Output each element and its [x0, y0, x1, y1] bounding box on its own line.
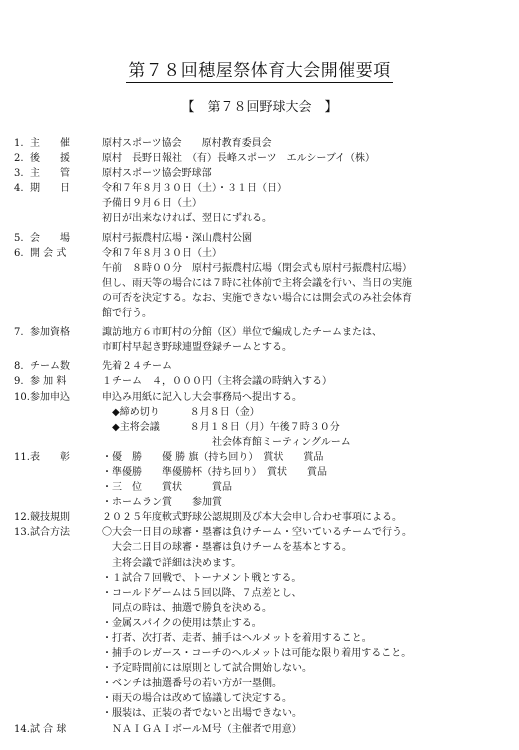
list-item: [14, 325, 514, 355]
item-line: ・金属スパイクの使用は禁止する。: [102, 617, 262, 629]
item-line: 予備日９月６日（土）: [102, 198, 202, 210]
item-number: 1.: [14, 138, 24, 149]
item-label: 主 管: [30, 168, 70, 180]
item-line: ・雨天の場合は改めて協議して決定する。: [102, 693, 292, 705]
item-number: 4.: [14, 183, 24, 195]
item-line: ・優 勝 優 勝 旗（持ち回り） 賞状 賞品: [102, 451, 324, 463]
item-line: ・準優勝 準優勝杯（持ち回り） 賞状 賞品: [102, 466, 327, 478]
list-item: [14, 722, 514, 737]
item-label: 期 日: [30, 183, 70, 195]
item-line: ・予定時間前には原則として試合開始しない。: [102, 663, 312, 675]
list-item: [14, 374, 514, 389]
item-content: [102, 325, 514, 355]
list-item: [14, 246, 514, 321]
item-label: 参 加 料: [30, 376, 67, 388]
item-content: [102, 359, 514, 374]
item-label: 競技規則: [30, 512, 70, 524]
item-line: 主将会議で詳細は決めます。: [102, 557, 242, 569]
list-item: [14, 359, 514, 374]
item-number: 14.: [14, 723, 30, 735]
item-content: [102, 246, 514, 321]
item-line: の可否を決定する。なお、実施できない場合には開会式のみ社会体育: [102, 292, 412, 304]
item-line: ・１試合７回戦で、トーナメント戦とする。: [102, 572, 302, 584]
item-line: 初日が出来なければ、翌日にずれる。: [102, 213, 272, 225]
item-label: 参加資格: [30, 327, 70, 339]
item-number: 13.: [14, 527, 30, 539]
item-content: [102, 374, 514, 389]
item-number: 5.: [14, 232, 24, 244]
item-label: チーム数: [30, 361, 70, 373]
item-label: 参加申込: [30, 391, 70, 403]
list-item: [14, 181, 514, 226]
item-line: １チーム ４，０００円（主将会議の時納入する）: [102, 376, 332, 388]
item-line: ＮＡＩＧＡＩボールＭ号（主催者で用意）: [102, 723, 302, 735]
item-label: 開 会 式: [30, 247, 67, 259]
item-line: 令和７年８月３０日（土）・３１日（日）: [102, 183, 287, 195]
item-line: 諏訪地方６市町村の分館（区）単位で編成したチームまたは、: [102, 327, 382, 339]
item-line: 大会二日目の球審・塁審は負けチームを基本とする。: [102, 542, 352, 554]
item-line: ・三 位 賞状 賞品: [102, 482, 232, 494]
item-number: 8.: [14, 361, 24, 373]
item-line: 原村 長野日報社 （有）長峰スポーツ エルシーブイ（株）: [102, 153, 375, 165]
item-content: [102, 136, 514, 151]
item-number: 7.: [14, 327, 24, 339]
item-content: [102, 151, 514, 166]
list-item: [14, 510, 514, 525]
list-item: [14, 450, 514, 510]
item-line: ・服装は、正装の者でないと出場できない。: [102, 708, 302, 720]
list-item: [14, 136, 514, 151]
item-line: ・ベンチは抽選番号の若い方が一塁側。: [102, 678, 282, 690]
item-content: [102, 181, 514, 226]
item-line: ・打者、次打者、走者、捕手はヘルメットを着用すること。: [102, 633, 372, 644]
item-line: ２０２５年度軟式野球公認規則及び本大会申し合わせ事項による。: [102, 512, 402, 524]
item-line: 原村弓振農村広場・深山農村公園: [102, 232, 252, 244]
list-item: [14, 166, 514, 181]
list-item: [14, 525, 514, 721]
document-title-text: 第７８回穂屋祭体育大会開催要項: [128, 61, 391, 81]
item-line: 原村スポーツ協会野球部: [102, 168, 212, 180]
item-number: 9.: [14, 376, 24, 388]
item-label: 会 場: [30, 232, 70, 244]
item-number: 11.: [14, 451, 30, 463]
item-label: 試 合 球: [30, 723, 67, 735]
item-line: 社会体育館ミーティングルーム: [102, 436, 351, 448]
item-label: 後 援: [30, 153, 70, 165]
list-item: [14, 390, 514, 450]
item-line: 午前 ８時００分 原村弓振農村広場（閉会式も原村弓振農村広場）: [102, 262, 412, 274]
item-line: 館で行う。: [102, 308, 152, 320]
item-label: 表 彰: [30, 451, 70, 463]
item-content: [102, 450, 514, 510]
item-line: 申込み用紙に記入し大会事務局へ提出する。: [102, 391, 302, 403]
item-line: 先着２４チーム: [102, 361, 172, 373]
item-number: 6.: [14, 247, 24, 259]
item-number: 10.: [14, 391, 30, 403]
item-number: 3.: [14, 168, 24, 180]
item-content: [102, 231, 514, 246]
list-item: [14, 231, 514, 246]
item-line: 但し、雨天等の場合には７時に社体前で主将会議を行い、当日の実施: [102, 277, 412, 289]
item-line: ・ホームラン賞 参加賞: [102, 497, 222, 509]
document-title: [0, 56, 519, 81]
item-content: [102, 525, 514, 721]
item-content: [102, 390, 514, 450]
item-content: [102, 510, 514, 525]
item-line: 〇大会一日目の球審・塁審は負けチーム・空いているチームで行う。: [102, 527, 412, 539]
item-line: 同点の時は、抽選で勝負を決める。: [102, 602, 272, 614]
item-label: 主 催: [30, 138, 70, 149]
item-number: 2.: [14, 153, 24, 165]
item-label: 試合方法: [30, 527, 70, 539]
item-content: [102, 166, 514, 181]
item-line: ・捕手のレガース・コーチのヘルメットは可能な限り着用すること。: [102, 648, 412, 660]
list-item: [14, 151, 514, 166]
item-list: [14, 136, 514, 737]
item-line: 令和７年８月３０日（土）: [102, 247, 222, 259]
item-line: ◆主将会議 ８月１８日（月）午後７時３０分: [102, 421, 340, 433]
item-line: 市町村早起き野球連盟登録チームとする。: [102, 342, 292, 354]
item-number: 12.: [14, 512, 30, 524]
tournament-subtitle: 【 第７８回野球大会 】: [181, 100, 338, 115]
item-content: [102, 722, 514, 737]
item-line: ・コールドゲームは５回以降、７点差とし、: [102, 587, 302, 599]
item-line: 原村スポーツ協会 原村教育委員会: [102, 138, 272, 149]
item-line: ◆締め切り ８月８日（金）: [102, 406, 260, 418]
